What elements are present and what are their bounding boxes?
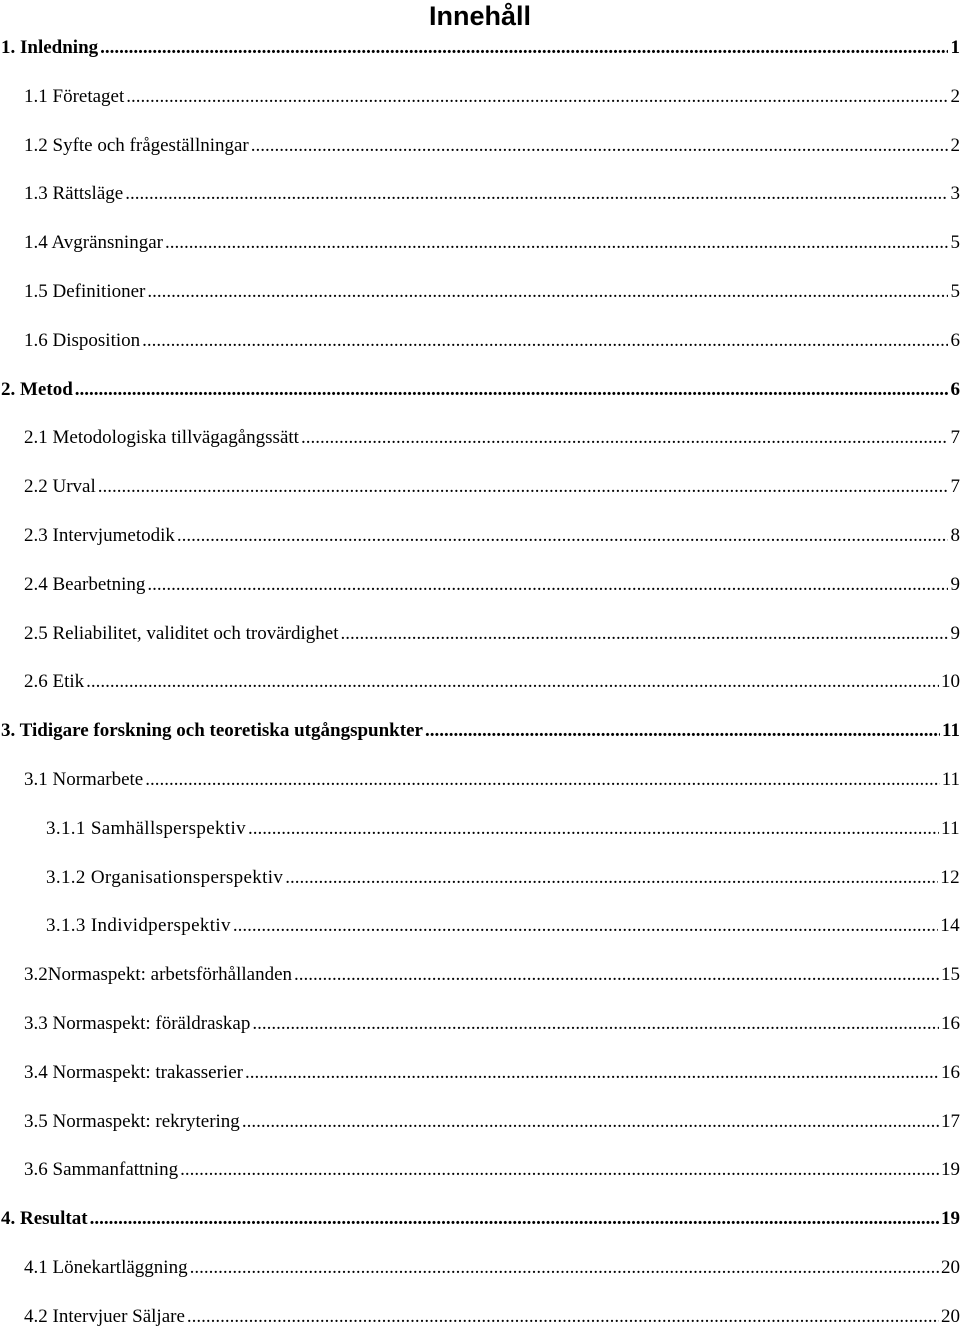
toc-entry-label: 3.1.1 Samhällsperspektiv	[46, 817, 246, 839]
dot-leader	[251, 122, 948, 171]
dot-leader	[245, 1049, 939, 1098]
toc-entry-label: 1.4 Avgränsningar	[24, 232, 163, 254]
toc-entry-label: 4. Resultat	[1, 1208, 88, 1230]
dot-leader	[126, 73, 948, 122]
dot-leader	[248, 805, 939, 854]
dot-leader	[252, 1000, 939, 1049]
toc-entry-page-number: 19	[941, 1208, 960, 1230]
dot-leader	[294, 951, 939, 1000]
dot-leader	[86, 658, 939, 707]
toc-entry-label: 1.1 Företaget	[24, 85, 125, 107]
dot-leader	[75, 366, 948, 415]
dot-leader	[233, 902, 938, 951]
toc-entry-page-number: 20	[941, 1305, 960, 1327]
toc-entry-page-number: 9	[950, 573, 960, 595]
toc-entry[interactable]	[0, 610, 960, 659]
toc-entry-page-number: 11	[941, 768, 960, 790]
toc-entry-label: 2.3 Intervjumetodik	[24, 524, 175, 546]
toc-entry[interactable]	[0, 219, 960, 268]
toc-entry-label: 2.6 Etik	[24, 671, 85, 693]
toc-entry[interactable]	[0, 73, 960, 122]
toc-entry-label: 3.5 Normaspekt: rekrytering	[24, 1110, 240, 1132]
dot-leader	[301, 414, 948, 463]
toc-entry[interactable]	[0, 902, 960, 951]
toc-entry-label: 3.3 Normaspekt: föräldraskap	[24, 1012, 251, 1034]
dot-leader	[100, 24, 948, 73]
toc-entry[interactable]	[0, 463, 960, 512]
toc-entry-label: 2. Metod	[1, 378, 73, 400]
toc-entry-page-number: 11	[942, 720, 960, 742]
toc-entry-page-number: 10	[941, 671, 960, 693]
toc-entry[interactable]	[0, 170, 960, 219]
toc-entry-label: 4.2 Intervjuer Säljare	[24, 1305, 185, 1327]
page-title: Innehåll	[428, 1, 531, 31]
dot-leader	[177, 512, 948, 561]
toc-entry-label: 2.2 Urval	[24, 476, 96, 498]
toc-entry-label: 1.6 Disposition	[24, 329, 141, 351]
toc-entry-page-number: 7	[950, 427, 960, 449]
toc-entry-page-number: 17	[941, 1110, 960, 1132]
toc-entry-page-number: 6	[950, 378, 960, 400]
toc-entry[interactable]	[0, 24, 960, 73]
toc-entry[interactable]	[0, 756, 960, 805]
dot-leader	[190, 1244, 939, 1293]
dot-leader	[147, 561, 948, 610]
toc-entry[interactable]	[0, 414, 960, 463]
toc-entry[interactable]	[0, 268, 960, 317]
toc-entry[interactable]	[0, 854, 960, 903]
toc-entry-page-number: 16	[941, 1061, 960, 1083]
toc-entry-label: 2.1 Metodologiska tillvägagångssätt	[24, 427, 299, 449]
toc-entry-page-number: 8	[950, 524, 960, 546]
toc-entry-label: 1.3 Rättsläge	[24, 183, 124, 205]
toc-entry[interactable]	[0, 317, 960, 366]
toc-entry-page-number: 15	[941, 964, 960, 986]
toc-entry-page-number: 2	[950, 134, 960, 156]
toc-entry[interactable]	[0, 1146, 960, 1195]
toc-entry[interactable]	[0, 122, 960, 171]
dot-leader	[90, 1195, 939, 1244]
toc-entry-page-number: 3	[950, 183, 960, 205]
toc-entry-label: 3.6 Sammanfattning	[24, 1159, 179, 1181]
toc-entry-label: 3. Tidigare forskning och teoretiska utgångspunkter	[1, 720, 423, 742]
dot-leader	[242, 1098, 939, 1147]
toc-entry-label: 1. Inledning	[1, 37, 99, 58]
toc-entry-page-number: 5	[950, 280, 960, 302]
toc-entry-page-number: 7	[950, 476, 960, 498]
toc-entry[interactable]	[0, 1098, 960, 1147]
dot-leader	[425, 707, 940, 756]
toc-entry-page-number: 19	[941, 1159, 960, 1181]
toc-entry[interactable]	[0, 1244, 960, 1293]
toc-entry-page-number: 6	[950, 329, 960, 351]
dot-leader	[180, 1146, 939, 1195]
toc-entry-label: 3.1 Normarbete	[24, 768, 144, 790]
toc-entry-page-number: 11	[941, 817, 960, 839]
toc-entry-page-number: 12	[940, 866, 960, 888]
toc-entry-page-number: 5	[950, 232, 960, 254]
toc-entry[interactable]	[0, 1000, 960, 1049]
dot-leader	[285, 854, 938, 903]
toc-entry-label: 1.5 Definitioner	[24, 280, 146, 302]
toc-entry-label: 3.4 Normaspekt: trakasserier	[24, 1061, 243, 1083]
dot-leader	[165, 219, 948, 268]
toc-entry[interactable]	[0, 1049, 960, 1098]
toc-entry[interactable]	[0, 512, 960, 561]
dot-leader	[98, 463, 948, 512]
toc-entry-label: 4.1 Lönekartläggning	[24, 1256, 188, 1278]
toc-entry-label: 3.1.2 Organisationsperspektiv	[46, 866, 284, 888]
dot-leader	[340, 610, 948, 659]
toc-entry[interactable]	[0, 805, 960, 854]
dot-leader	[145, 756, 939, 805]
toc-entry[interactable]	[0, 658, 960, 707]
dot-leader	[147, 268, 948, 317]
toc-entry-page-number: 20	[941, 1256, 960, 1278]
toc-entry[interactable]	[0, 1195, 960, 1244]
toc-entry[interactable]	[0, 561, 960, 610]
toc-entry-page-number: 9	[950, 622, 960, 644]
toc-entry-page-number: 1	[950, 37, 960, 58]
toc-entry-page-number: 16	[941, 1012, 960, 1034]
dot-leader	[125, 170, 948, 219]
toc-entry-label: 2.4 Bearbetning	[24, 573, 146, 595]
toc-entry[interactable]	[0, 366, 960, 415]
toc-entry[interactable]	[0, 707, 960, 756]
toc-entry-label: 1.2 Syfte och frågeställningar	[24, 134, 249, 156]
toc-entry-label: 3.1.3 Individperspektiv	[46, 915, 231, 937]
dot-leader	[142, 317, 948, 366]
toc-entry-label: 2.5 Reliabilitet, validitet och trovärdighet	[24, 622, 339, 644]
toc-entry[interactable]	[0, 1293, 960, 1342]
table-of-contents	[0, 24, 960, 1342]
dot-leader	[187, 1293, 939, 1342]
toc-entry-page-number: 2	[950, 85, 960, 107]
toc-entry-label: 3.2Normaspekt: arbetsförhållanden	[24, 964, 293, 986]
toc-entry-page-number: 14	[940, 915, 960, 937]
toc-entry[interactable]	[0, 951, 960, 1000]
